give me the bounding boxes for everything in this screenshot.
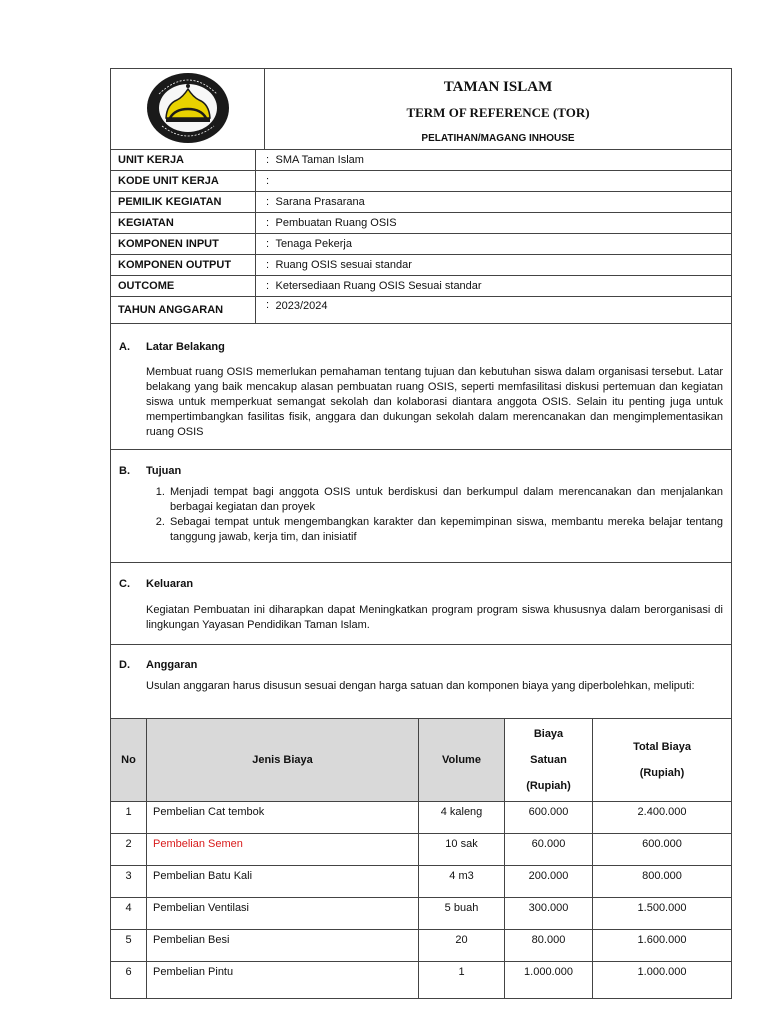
cell-total: 1.500.000 [593, 897, 732, 929]
section-body: Usulan anggaran harus disusun sesuai dengan harga satuan dan komponen biaya yang diperbolehkan, meliputi: [146, 680, 695, 692]
table-row [111, 833, 732, 865]
info-row [111, 192, 732, 213]
info-value: Ketersediaan Ruang OSIS Sesuai standar [276, 276, 732, 297]
budget-header-row [111, 719, 732, 801]
info-label: KOMPONEN OUTPUT [111, 255, 256, 276]
info-label: KOMPONEN INPUT [111, 234, 256, 255]
section-heading [119, 341, 723, 353]
info-value: SMA Taman Islam [276, 150, 732, 171]
table-row [111, 929, 732, 961]
info-row [111, 234, 732, 255]
info-colon: : [256, 192, 276, 213]
tujuan-list [146, 485, 723, 545]
cell-volume: 20 [419, 929, 505, 961]
cell-no: 1 [111, 801, 147, 833]
section-latar-belakang [110, 324, 732, 450]
info-colon: : [256, 297, 276, 324]
section-keluaran [110, 563, 732, 645]
table-row [111, 865, 732, 897]
section-body: Membuat ruang OSIS memerlukan pemahaman tentang tujuan dan kebutuhan siswa dalam organisasi tersebut. Latar belakang yang baik mencakup alasan pembuatan ruang OSIS, seperti memfasilitasi diskusi pertemuan dan kegiatan siswa untuk memperkuat semangat sekolah dan kolaborasi diantara anggota OSIS. Selain itu penting juga untuk mempertimbangkan fasilitas fisik, anggara dan dukungan sekolah dalam merencanakan dan mengimplementasikan ruang OSIS [146, 366, 723, 438]
cell-satuan: 200.000 [505, 865, 593, 897]
section-title: Keluaran [146, 578, 194, 590]
cell-jenis: Pembelian Cat tembok [147, 801, 419, 833]
cell-no: 4 [111, 897, 147, 929]
section-title: Anggaran [146, 659, 198, 671]
info-row [111, 297, 732, 324]
cell-volume: 10 sak [419, 833, 505, 865]
info-table [110, 150, 732, 324]
info-label: UNIT KERJA [111, 150, 256, 171]
header-table [110, 68, 732, 150]
section-anggaran [110, 645, 732, 719]
cell-total: 600.000 [593, 833, 732, 865]
info-row [111, 171, 732, 192]
col-header-jenis: Jenis Biaya [147, 719, 419, 801]
section-letter: C. [119, 578, 130, 590]
info-colon: : [256, 171, 276, 192]
doc-title: TERM OF REFERENCE (TOR) [406, 104, 590, 120]
info-colon: : [256, 255, 276, 276]
info-colon: : [256, 234, 276, 255]
cell-total: 800.000 [593, 865, 732, 897]
cell-volume: 4 m3 [419, 865, 505, 897]
col-header-total [593, 719, 732, 801]
info-value: Sarana Prasarana [276, 192, 732, 213]
section-heading [119, 578, 723, 590]
info-value: Pembuatan Ruang OSIS [276, 213, 732, 234]
col-header-no: No [111, 719, 147, 801]
cell-jenis: Pembelian Pintu [147, 961, 419, 998]
table-row [111, 961, 732, 998]
section-body: Kegiatan Pembuatan ini diharapkan dapat Meningkatkan program program siswa khususnya dalam berorganisasi di lingkungan Yayasan Pendidikan Taman Islam. [146, 604, 723, 631]
info-label: PEMILIK KEGIATAN [111, 192, 256, 213]
cell-volume: 5 buah [419, 897, 505, 929]
section-letter: B. [119, 465, 130, 477]
cell-satuan: 1.000.000 [505, 961, 593, 998]
info-row [111, 150, 732, 171]
cell-jenis: Pembelian Ventilasi [147, 897, 419, 929]
info-colon: : [256, 213, 276, 234]
section-tujuan [110, 450, 732, 563]
cell-jenis: Pembelian Batu Kali [147, 865, 419, 897]
cell-total: 2.400.000 [593, 801, 732, 833]
cell-satuan: 300.000 [505, 897, 593, 929]
info-row [111, 255, 732, 276]
info-value: Ruang OSIS sesuai standar [276, 255, 732, 276]
list-item: 1. Menjadi tempat bagi anggota OSIS untuk berdiskusi dan berkumpul dalam merencanakan dan menjalankan berbagai kegiatan dan proyek [168, 485, 723, 515]
section-title: Tujuan [146, 465, 182, 477]
cell-jenis: Pembelian Besi [147, 929, 419, 961]
info-value: Tenaga Pekerja [276, 234, 732, 255]
table-row [111, 801, 732, 833]
info-label: TAHUN ANGGARAN [111, 297, 256, 324]
info-row [111, 213, 732, 234]
col-header-satuan [505, 719, 593, 801]
section-heading [119, 659, 723, 671]
logo-cell [111, 69, 265, 150]
col-header-total-line: (Rupiah) [639, 766, 685, 779]
header-title-cell [265, 69, 732, 150]
info-row [111, 276, 732, 297]
cell-volume: 4 kaleng [419, 801, 505, 833]
budget-table [110, 719, 732, 999]
section-title: Latar Belakang [146, 341, 225, 353]
section-letter: D. [119, 659, 130, 671]
cell-total: 1.600.000 [593, 929, 732, 961]
col-header-satuan-line: Satuan [530, 753, 567, 766]
yayasan-logo [146, 72, 230, 144]
cell-no: 3 [111, 865, 147, 897]
tor-document [110, 68, 732, 999]
info-label: KODE UNIT KERJA [111, 171, 256, 192]
cell-volume: 1 [419, 961, 505, 998]
section-letter: A. [119, 341, 130, 353]
org-title: TAMAN ISLAM [443, 78, 553, 95]
info-value: 2023/2024 [276, 297, 732, 324]
cell-no: 5 [111, 929, 147, 961]
info-label: OUTCOME [111, 276, 256, 297]
cell-no: 2 [111, 833, 147, 865]
cell-satuan: 600.000 [505, 801, 593, 833]
info-colon: : [256, 150, 276, 171]
cell-no: 6 [111, 961, 147, 998]
list-item: 2. Sebagai tempat untuk mengembangkan karakter dan kepemimpinan siswa, membantu mereka belajar tentang tanggung jawab, kerja tim, dan inisiatif [168, 515, 723, 545]
cell-satuan: 60.000 [505, 833, 593, 865]
col-header-volume: Volume [419, 719, 505, 801]
table-row [111, 897, 732, 929]
col-header-satuan-line: Biaya [533, 727, 564, 740]
col-header-satuan-line: (Rupiah) [526, 779, 571, 792]
info-label: KEGIATAN [111, 213, 256, 234]
cell-satuan: 80.000 [505, 929, 593, 961]
doc-subtitle: PELATIHAN/MAGANG INHOUSE [421, 132, 575, 144]
cell-total: 1.000.000 [593, 961, 732, 998]
section-heading [119, 465, 723, 477]
col-header-total-line: Total Biaya [633, 740, 691, 753]
info-value [276, 171, 732, 192]
info-colon: : [256, 276, 276, 297]
cell-jenis: Pembelian Semen [147, 833, 419, 865]
